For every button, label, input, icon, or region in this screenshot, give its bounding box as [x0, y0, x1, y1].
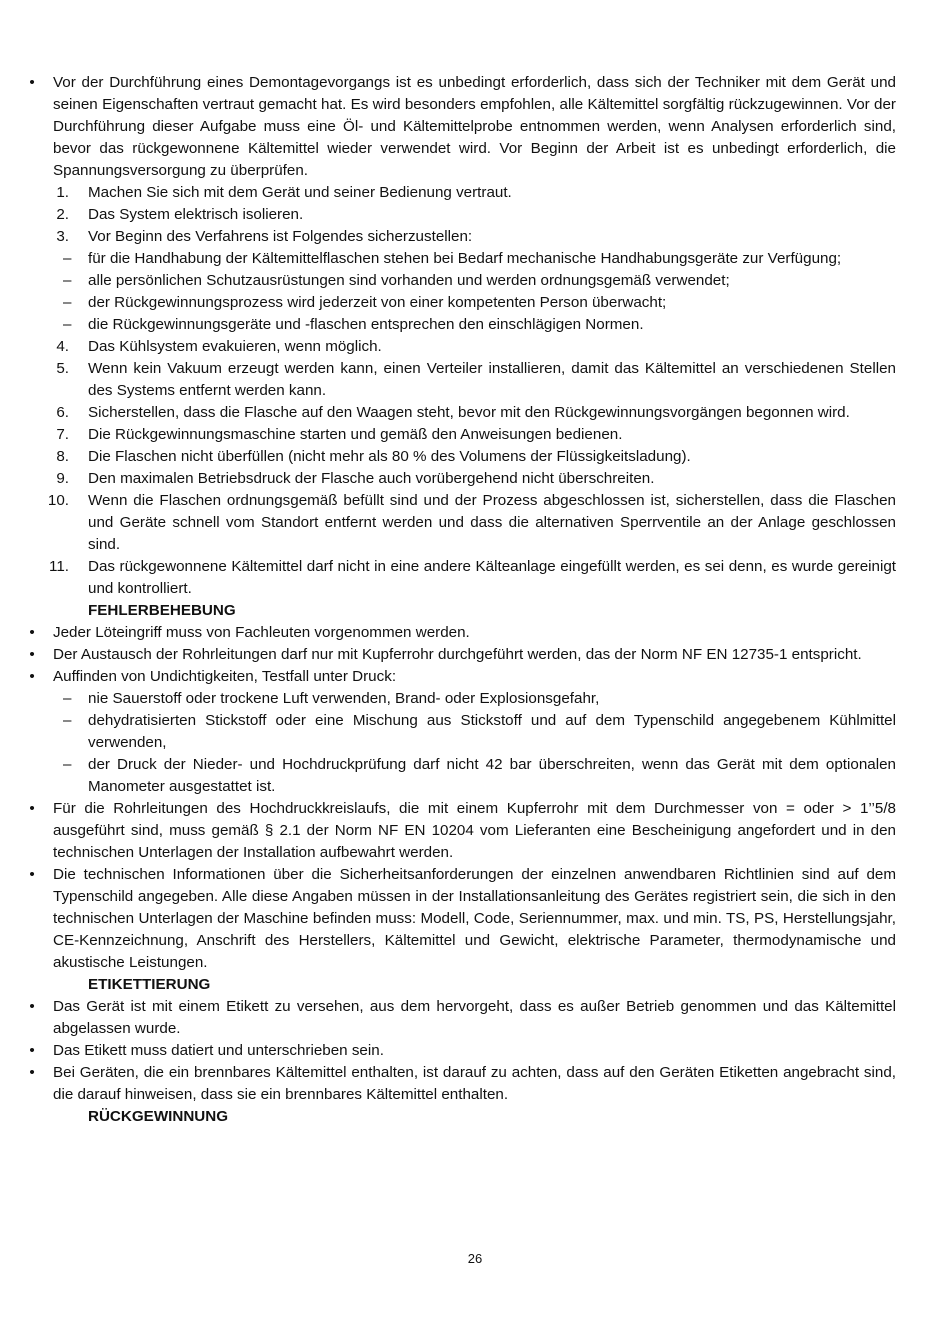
bullet-text: Das Gerät ist mit einem Etikett zu versehen, aus dem hervorgeht, dass es außer Betrieb genommen und das Kältemittel abgelassen wurde. [53, 998, 896, 1037]
step-item [25, 336, 896, 358]
dash-item [25, 710, 896, 754]
dash-item [25, 754, 896, 798]
step-number: 9. [56, 470, 69, 487]
dash-icon: – [63, 250, 72, 267]
dash-text: die Rückgewinnungsgeräte und -flaschen entsprechen den einschlägigen Normen. [88, 316, 644, 333]
bullet-item [25, 798, 896, 864]
page-content [25, 72, 896, 1128]
dash-text: für die Handhabung der Kältemittelflaschen stehen bei Bedarf mechanische Handhabungsgeräte zur Verfügung; [88, 250, 842, 267]
step-text: Sicherstellen, dass die Flasche auf den Waagen steht, bevor mit den Rückgewinnungsvorgängen begonnen wird. [88, 404, 850, 421]
heading-rueckgewinnung: RÜCKGEWINNUNG [88, 1108, 229, 1125]
bullet-item [25, 644, 896, 666]
step-item [25, 490, 896, 556]
dash-icon: – [63, 316, 72, 333]
step-number: 5. [56, 360, 69, 377]
bullet-item [25, 622, 896, 644]
bullet-icon: • [29, 1042, 35, 1059]
bullet-text: Bei Geräten, die ein brennbares Kältemittel enthalten, ist darauf zu achten, dass auf den Geräten Etiketten angebracht sind, die darauf hinweisen, dass sie ein brennbares Kältemittel enthalten. [53, 1064, 896, 1103]
step-item [25, 182, 896, 204]
bullet-icon: • [29, 1064, 35, 1081]
heading-etikettierung: ETIKETTIERUNG [88, 976, 211, 993]
bullet-icon: • [29, 800, 35, 817]
step-number: 8. [56, 448, 69, 465]
procedure-steps [25, 182, 896, 600]
step-text: Die Rückgewinnungsmaschine starten und gemäß den Anweisungen bedienen. [88, 426, 623, 443]
bullet-text: Die technischen Informationen über die Sicherheitsanforderungen der einzelnen anwendbaren Richtlinien sind auf dem Typenschild angegeben. Alle diese Angaben müssen in der Installationsanleitung des Gerätes registriert sein, die sich in den technischen Unterlagen der Maschine befinden muss: Modell, Code, Seriennummer, max. und min. TS, PS, Herstellungsjahr, CE-Kennzeichnung, Anschrift des Herstellers, Kältemittel und Gewicht, elektrische Parameter, thermodynamische und akustische Leistungen. [53, 866, 896, 971]
bullet-item [25, 996, 896, 1040]
step-item [25, 468, 896, 490]
bullet-icon: • [29, 624, 35, 641]
step-text: Den maximalen Betriebsdruck der Flasche auch vorübergehend nicht überschreiten. [88, 470, 655, 487]
bullet-icon: • [29, 668, 35, 685]
dash-icon: – [63, 756, 72, 773]
step-text: Das System elektrisch isolieren. [88, 206, 304, 223]
dash-item [25, 688, 896, 710]
step-number: 3. [56, 228, 69, 245]
step-number: 11. [49, 558, 69, 575]
step-number: 6. [56, 404, 69, 421]
heading-fehlerbehebung: FEHLERBEHEBUNG [88, 602, 236, 619]
dash-text: nie Sauerstoff oder trockene Luft verwenden, Brand- oder Explosionsgefahr, [88, 690, 600, 707]
bullet-text: Auffinden von Undichtigkeiten, Testfall unter Druck: [53, 668, 397, 685]
step-text: Das rückgewonnene Kältemittel darf nicht in eine andere Kälteanlage eingefüllt werden, es sei denn, es wurde gereinigt und kontrolliert. [88, 558, 896, 597]
intro-bullet [25, 72, 896, 182]
bullet-text: Für die Rohrleitungen des Hochdruckkreislaufs, die mit einem Kupferrohr mit dem Durchmesser von = oder > 1’’5/8 ausgeführt sind, muss gemäß § 2.1 der Norm NF EN 10204 vom Lieferanten eine Bescheinigung angefordert und in den technischen Unterlagen der Installation aufbewahrt werden. [53, 800, 896, 861]
step-text: Wenn kein Vakuum erzeugt werden kann, einen Verteiler installieren, damit das Kältemittel an verschiedenen Stellen des Systems entfernt werden kann. [88, 360, 896, 399]
step-text: Vor Beginn des Verfahrens ist Folgendes sicherzustellen: [88, 228, 473, 245]
dash-icon: – [63, 272, 72, 289]
step-item [25, 358, 896, 402]
dash-item [25, 314, 896, 336]
dash-text: der Rückgewinnungsprozess wird jederzeit von einer kompetenten Person überwacht; [88, 294, 667, 311]
step-item [25, 446, 896, 468]
step-number: 10. [47, 492, 69, 509]
step-item [25, 204, 896, 226]
bullet-item [25, 864, 896, 974]
step-number: 4. [56, 338, 69, 355]
step-item [25, 424, 896, 446]
bullet-item [25, 1040, 896, 1062]
bullet-icon: • [29, 998, 35, 1015]
step-text: Das Kühlsystem evakuieren, wenn möglich. [88, 338, 382, 355]
step-number: 7. [56, 426, 69, 443]
step-item [25, 556, 896, 600]
step-number: 1. [56, 184, 69, 201]
dash-icon: – [63, 690, 72, 707]
dash-icon: – [63, 294, 72, 311]
bullet-icon: • [29, 866, 35, 883]
bullet-item [25, 1062, 896, 1106]
intro-text: Vor der Durchführung eines Demontagevorgangs ist es unbedingt erforderlich, dass sich der Techniker mit dem Gerät und seinen Eigenschaften vertraut gemacht hat. Es wird besonders empfohlen, alle Kältemittel sorgfältig rückzugewinnen. Vor der Durchführung dieser Aufgabe muss eine Öl- und Kältemittelprobe entnommen werden, wenn Analysen erforderlich sind, bevor das rückgewonnene Kältemittel wieder verwendet wird. Vor Beginn der Arbeit ist es unbedingt erforderlich, die Spannungsversorgung zu überprüfen. [53, 74, 896, 179]
dash-icon: – [63, 712, 72, 729]
step-number: 2. [56, 206, 69, 223]
bullet-item [25, 666, 896, 688]
page-number: 26 [467, 1251, 483, 1266]
dash-item [25, 270, 896, 292]
dash-text: der Druck der Nieder- und Hochdruckprüfung darf nicht 42 bar überschreiten, wenn das Gerät mit dem optionalen Manometer ausgestattet ist. [88, 756, 896, 795]
dash-text: alle persönlichen Schutzausrüstungen sind vorhanden und werden ordnungsgemäß verwendet; [88, 272, 730, 289]
step-text: Wenn die Flaschen ordnungsgemäß befüllt sind und der Prozess abgeschlossen ist, sicherstellen, dass die Flaschen und Geräte schnell vom Standort entfernt werden und dass die alternativen Sperrventile an der Anlage geschlossen sind. [88, 492, 896, 553]
bullet-text: Jeder Löteingriff muss von Fachleuten vorgenommen werden. [53, 624, 470, 641]
bullet-icon: • [29, 646, 35, 663]
dash-item [25, 248, 896, 270]
step-item [25, 226, 896, 248]
step-item [25, 402, 896, 424]
step-text: Die Flaschen nicht überfüllen (nicht mehr als 80 % des Volumens der Flüssigkeitsladung). [88, 448, 691, 465]
bullet-text: Das Etikett muss datiert und unterschrieben sein. [53, 1042, 384, 1059]
dash-text: dehydratisierten Stickstoff oder eine Mischung aus Stickstoff und auf dem Typenschild angegebenem Kühlmittel verwenden, [88, 712, 896, 751]
step-text: Machen Sie sich mit dem Gerät und seiner Bedienung vertraut. [88, 184, 512, 201]
bullet-text: Der Austausch der Rohrleitungen darf nur mit Kupferrohr durchgeführt werden, das der Norm NF EN 12735-1 entspricht. [53, 646, 862, 663]
bullet-icon: • [29, 74, 35, 91]
dash-item [25, 292, 896, 314]
